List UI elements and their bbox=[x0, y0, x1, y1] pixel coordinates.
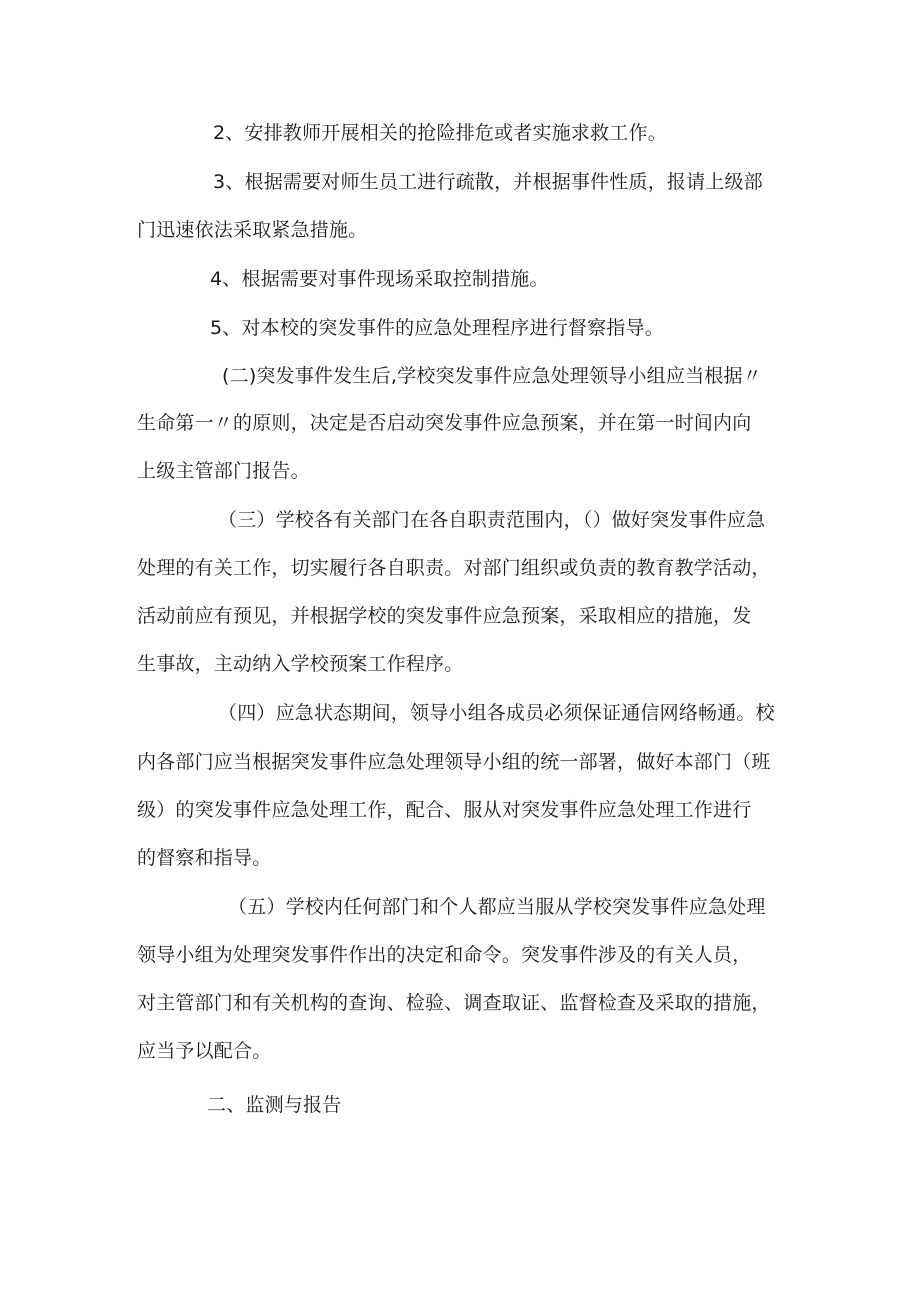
para-2-line-3: 上级主管部门报告。 bbox=[137, 460, 310, 482]
para-5-line-1: （五）学校内任何部门和个人都应当服从学校突发事件应急处理 bbox=[228, 896, 766, 918]
para-5-line-2: 领导小组为处理突发事件作出的决定和命令。突发事件涉及的有关人员， bbox=[137, 944, 752, 966]
para-3-line-2: 处理的有关工作，切实履行各自职责。对部门组织或负责的教育教学活动， bbox=[137, 557, 771, 579]
para-5-line-4: 应当予以配合。 bbox=[137, 1040, 272, 1062]
para-2-line-2: 生命第一〃的原则，决定是否启动突发事件应急预案，并在第一时间内向 bbox=[137, 412, 752, 434]
section-heading: 二、监测与报告 bbox=[207, 1094, 342, 1116]
item-3-line-1: 3、根据需要对师生员工进行疏散，并根据事件性质，报请上级部 bbox=[213, 171, 763, 193]
item-2-line-1: 2、安排教师开展相关的抢险排危或者实施求救工作。 bbox=[213, 122, 667, 144]
item-3-line-2: 门迅速依法采取紧急措施。 bbox=[137, 219, 368, 241]
para-4-line-4: 的督察和指导。 bbox=[137, 847, 272, 869]
item-4-line-1: 4、根据需要对事件现场采取控制措施。 bbox=[210, 268, 549, 290]
para-3-line-4: 生事故，主动纳入学校预案工作程序。 bbox=[137, 653, 464, 675]
item-5-line-1: 5、对本校的突发事件的应急处理程序进行督察指导。 bbox=[210, 317, 664, 339]
para-3-line-3: 活动前应有预见，并根据学校的突发事件应急预案，采取相应的措施，发 bbox=[137, 605, 752, 627]
para-4-line-2: 内各部门应当根据突发事件应急处理领导小组的统一部署，做好本部门（班 bbox=[137, 751, 771, 773]
para-4-line-1: （四）应急状态期间，领导小组各成员必须保证通信网络畅通。校 bbox=[218, 702, 775, 724]
para-4-line-3: 级）的突发事件应急处理工作，配合、服从对突发事件应急处理工作进行 bbox=[137, 799, 752, 821]
para-3-line-1: （三）学校各有关部门在各自职责范围内，（）做好突发事件应急 bbox=[218, 509, 766, 531]
para-5-line-3: 对主管部门和有关机构的查询、检验、调查取证、监督检查及采取的措施， bbox=[137, 992, 771, 1014]
para-2-line-1: (二)突发事件发生后,学校突发事件应急处理领导小组应当根据〃 bbox=[222, 365, 762, 387]
